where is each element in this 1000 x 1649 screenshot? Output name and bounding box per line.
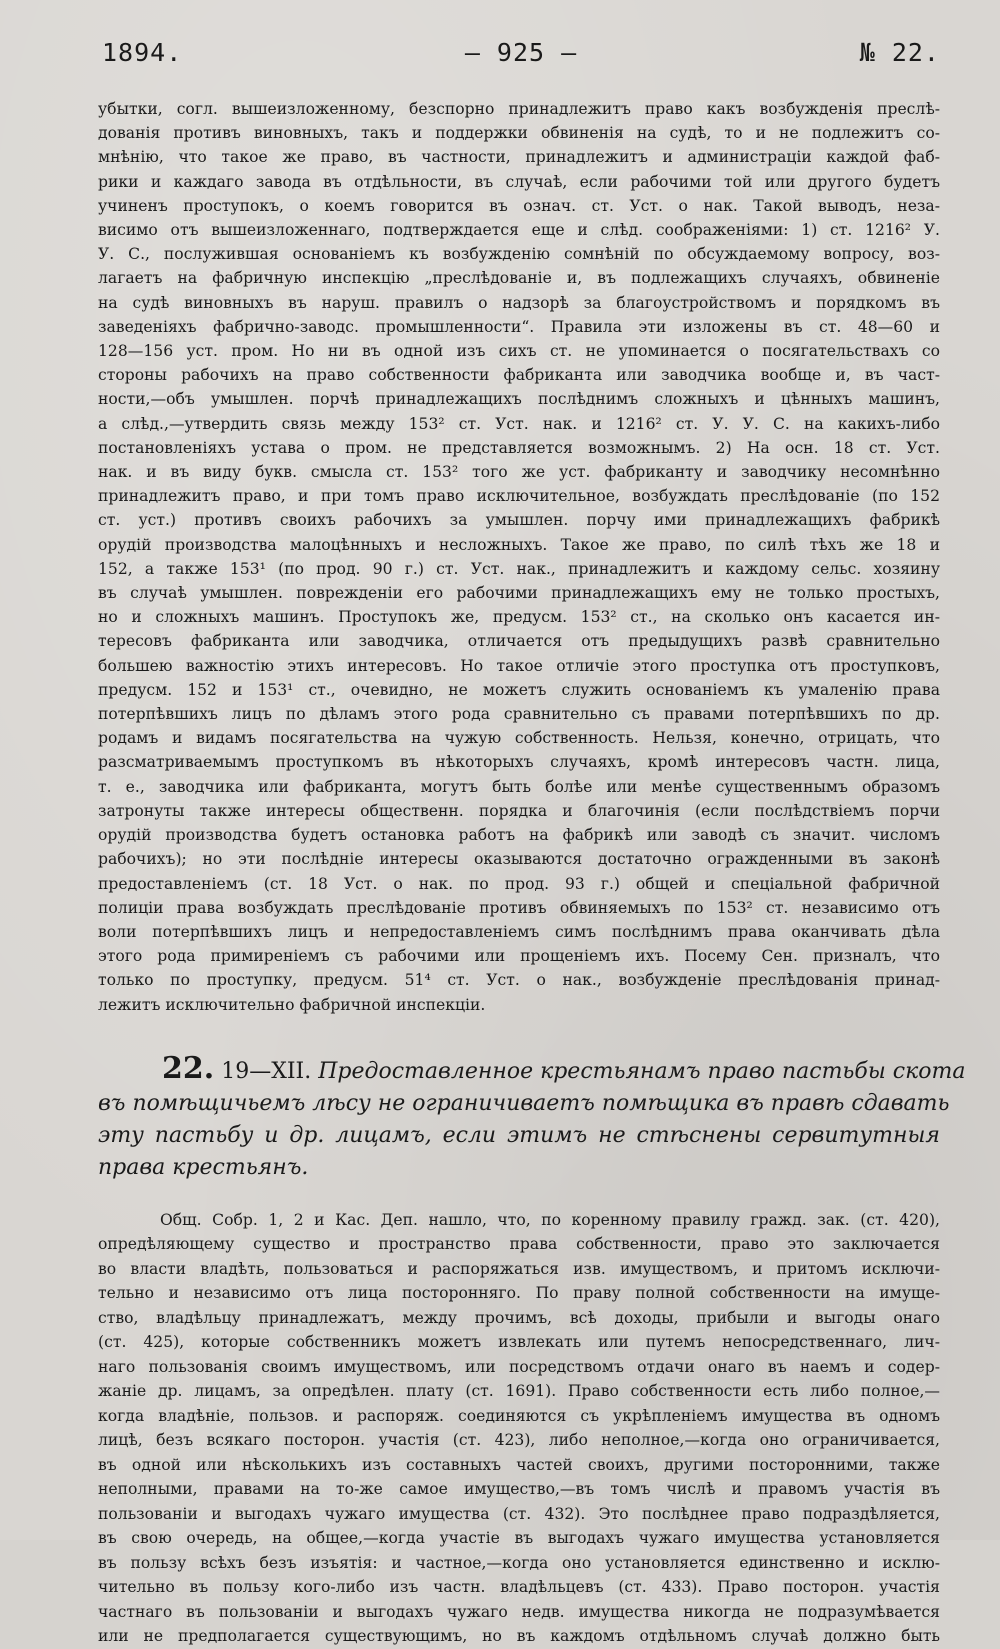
text-line: жаніе др. лицамъ, за опредѣлен. плату (ст. 1691). Право собственности есть либо полное,— <box>98 1382 940 1401</box>
section-title-line: Предоставленное крестьянамъ право пастьбы скота <box>318 1058 966 1084</box>
text-line: убытки, согл. вышеизложенному, безспорно принадлежитъ право какъ возбужденія преслѣ- <box>98 100 940 118</box>
text-line: наго пользованія своимъ имуществомъ, или посредствомъ отдачи онаго въ наемъ и содер- <box>98 1357 940 1376</box>
text-line: чительно въ пользу кого-либо изъ частн. владѣльцевъ (ст. 433). Право посторон. участія <box>98 1578 940 1597</box>
section-date: 19—XII. <box>221 1058 312 1084</box>
text-line: 128—156 уст. пром. Но ни въ одной изъ сихъ ст. не упоминается о посягательствахъ со <box>98 342 940 361</box>
text-line: въ свою очередь, на общее,—когда участіе въ выгодахъ чужаго имущества установляется <box>98 1529 940 1548</box>
text-line: лагаетъ на фабричную инспекцію „преслѣдованіе и, въ подлежащихъ случаяхъ, обвиненіе <box>98 269 940 288</box>
section-body <box>98 1208 940 1649</box>
section-22 <box>98 1050 966 1649</box>
text-line: дованія противъ виновныхъ, такъ и поддержки обвиненія на судѣ, то и не подлежитъ со- <box>98 124 940 143</box>
text-line: У. С., послужившая основаніемъ къ возбужденію сомнѣній по обсуждаемому вопросу, воз- <box>98 245 940 264</box>
text-line: тельно и независимо отъ лица посторонняго. По праву полной собственности на имуще- <box>98 1284 940 1303</box>
text-line: въ одной или нѣсколькихъ изъ составныхъ частей своихъ, другими посторонними, также <box>98 1455 940 1474</box>
text-line: но и сложныхъ машинъ. Проступокъ же, предусм. 153² ст., на сколько онъ касается ин- <box>98 608 940 627</box>
section-title-line: эту пастьбу и др. лицамъ, если этимъ не стѣснены сервитутныя <box>98 1122 940 1148</box>
text-line: родамъ и видамъ посягательства на чужую собственность. Нельзя, конечно, отрицать, что <box>98 729 940 748</box>
text-line: разсматриваемымъ проступкомъ въ нѣкоторыхъ случаяхъ, кромѣ интересовъ частн. лица, <box>98 753 940 772</box>
text-line: а слѣд.,—утвердить связь между 153² ст. Уст. нак. и 1216² ст. У. У. С. на какихъ-либо <box>98 414 940 433</box>
header-year: 1894. <box>102 38 183 67</box>
text-line: висимо отъ вышеизложеннаго, подтверждается еще и слѣд. соображеніями: 1) ст. 1216² У. <box>98 221 940 240</box>
section-title-line: въ помѣщичьемъ лѣсу не ограничиваетъ помѣщика въ правѣ сдавать <box>98 1090 950 1116</box>
text-line: неполными, правами на то-же самое имущество,—въ томъ числѣ и правомъ участія въ <box>98 1480 940 1499</box>
text-line: 152, а также 153¹ (по прод. 90 г.) ст. Уст. нак., принадлежитъ и каждому сельс. хозяину <box>98 559 940 578</box>
text-line: этого рода примиреніемъ съ рабочими или прощеніемъ ихъ. Посему Сен. призналъ, что <box>98 947 940 966</box>
text-line: опредѣляющему существо и пространство права собственности, право это заключается <box>98 1235 940 1254</box>
text-line: заведеніяхъ фабрично-заводс. промышленности“. Правила эти изложены въ ст. 48—60 и <box>98 317 940 336</box>
text-line: во власти владѣть, пользоваться и распоряжаться изв. имуществомъ, и притомъ исключи- <box>98 1259 940 1278</box>
text-line: ство, владѣльцу принадлежатъ, между прочимъ, всѣ доходы, прибыли и выгоды онаго <box>98 1308 940 1327</box>
section-title-line: права крестьянъ. <box>98 1154 309 1180</box>
text-line: лицѣ, безъ всякаго посторон. участія (ст. 423), либо неполное,—когда оно ограничивается, <box>98 1431 940 1450</box>
header-issue-number: № 22. <box>859 38 940 67</box>
text-line: нак. и въ виду букв. смысла ст. 153² того же уст. фабриканту и заводчику несомнѣнно <box>98 463 940 482</box>
text-line: въ случаѣ умышлен. поврежденіи его рабочими принадлежащихъ ему не только простыхъ, <box>98 584 940 603</box>
text-line: тересовъ фабриканта или заводчика, отличается отъ предыдущихъ развѣ сравнительно <box>98 632 940 651</box>
section-heading-line <box>98 1050 966 1088</box>
text-line: только по проступку, предусм. 51⁴ ст. Уст. о нак., возбужденіе преслѣдованія принад- <box>98 971 940 990</box>
text-line: частнаго въ пользованіи и выгодахъ чужаго недв. имущества никогда не подразумѣвается <box>98 1602 940 1621</box>
text-line: лежитъ исключительно фабричной инспекціи. <box>98 995 486 1014</box>
text-line: учиненъ проступокъ, о коемъ говорится въ означ. ст. Уст. о нак. Такой выводъ, неза- <box>98 196 940 215</box>
text-line: рики и каждаго завода въ отдѣльности, въ случаѣ, если рабочими той или другого будетъ <box>98 172 940 191</box>
section-heading <box>98 1050 966 1184</box>
text-line: орудій производства малоцѣнныхъ и несложныхъ. Такое же право, по силѣ тѣхъ же 18 и <box>98 535 940 554</box>
text-line: затронуты также интересы общественн. порядка и благочинія (если послѣдствіемъ порчи <box>98 801 940 820</box>
paragraph-continued <box>98 97 940 1017</box>
text-line: на судѣ виновныхъ въ наруш. правилъ о надзорѣ за благоустройствомъ и порядкомъ въ <box>98 293 940 312</box>
text-line: рабочихъ); но эти послѣдніе интересы оказываются достаточно огражденными въ законѣ <box>98 850 940 869</box>
section-number: 22. <box>162 1050 215 1086</box>
text-line: мнѣнію, что такое же право, въ частности, принадлежитъ и администраціи каждой фаб- <box>98 148 940 167</box>
text-line: ности,—объ умышлен. порчѣ принадлежащихъ послѣднимъ сложныхъ и цѣнныхъ машинъ, <box>98 390 940 409</box>
text-line: большею важностію этихъ интересовъ. Но такое отличіе этого проступка отъ проступковъ, <box>98 656 940 675</box>
text-line: (ст. 425), которые собственникъ можетъ извлекать или путемъ непосредственнаго, лич- <box>98 1333 940 1352</box>
header-page-number: — 925 — <box>464 38 578 67</box>
text-line: въ пользу всѣхъ безъ изъятія: и частное,—когда оно установляется единственно и исклю- <box>98 1553 940 1572</box>
text-line: предусм. 152 и 153¹ ст., очевидно, не можетъ служить основаніемъ къ умаленію права <box>98 680 940 699</box>
text-line: предоставленіемъ (ст. 18 Уст. о нак. по прод. 93 г.) общей и спеціальной фабричной <box>98 874 940 893</box>
text-line: воли потерпѣвшихъ лицъ и непредоставленіемъ симъ послѣднимъ права оканчивать дѣла <box>98 922 940 941</box>
page-header <box>98 38 940 67</box>
text-line: потерпѣвшихъ лицъ по дѣламъ этого рода сравнительно съ правами потерпѣвшихъ по др. <box>98 705 940 724</box>
text-line: принадлежитъ право, и при томъ право исключительное, возбуждать преслѣдованіе (по 152 <box>98 487 940 506</box>
text-line: ст. уст.) противъ своихъ рабочихъ за умышлен. порчу ими принадлежащихъ фабрикѣ <box>98 511 940 530</box>
text-line: т. е., заводчика или фабриканта, могутъ быть болѣе или менѣе существеннымъ образомъ <box>98 777 940 796</box>
text-line: когда владѣніе, пользов. и распоряж. соединяются съ укрѣпленіемъ имущества въ одномъ <box>98 1406 940 1425</box>
text-line: стороны рабочихъ на право собственности фабриканта или заводчика вообще и, въ част- <box>98 366 940 385</box>
text-line: или не предполагается существующимъ, но въ каждомъ отдѣльномъ случаѣ должно быть <box>98 1627 940 1646</box>
text-line: пользованіи и выгодахъ чужаго имущества (ст. 432). Это послѣднее право подраздѣляется, <box>98 1504 940 1523</box>
text-line: полиціи права возбуждать преслѣдованіе противъ обвиняемыхъ по 153² ст. независимо отъ <box>98 898 940 917</box>
text-line: орудій производства будетъ остановка работъ на фабрикѣ или заводѣ съ значит. числомъ <box>98 826 940 845</box>
text-line: постановленіяхъ устава о пром. не представляется возможнымъ. 2) На осн. 18 ст. Уст. <box>98 438 940 457</box>
text-line: Общ. Собр. 1, 2 и Кас. Деп. нашло, что, по коренному правилу гражд. зак. (ст. 420), <box>160 1210 940 1229</box>
